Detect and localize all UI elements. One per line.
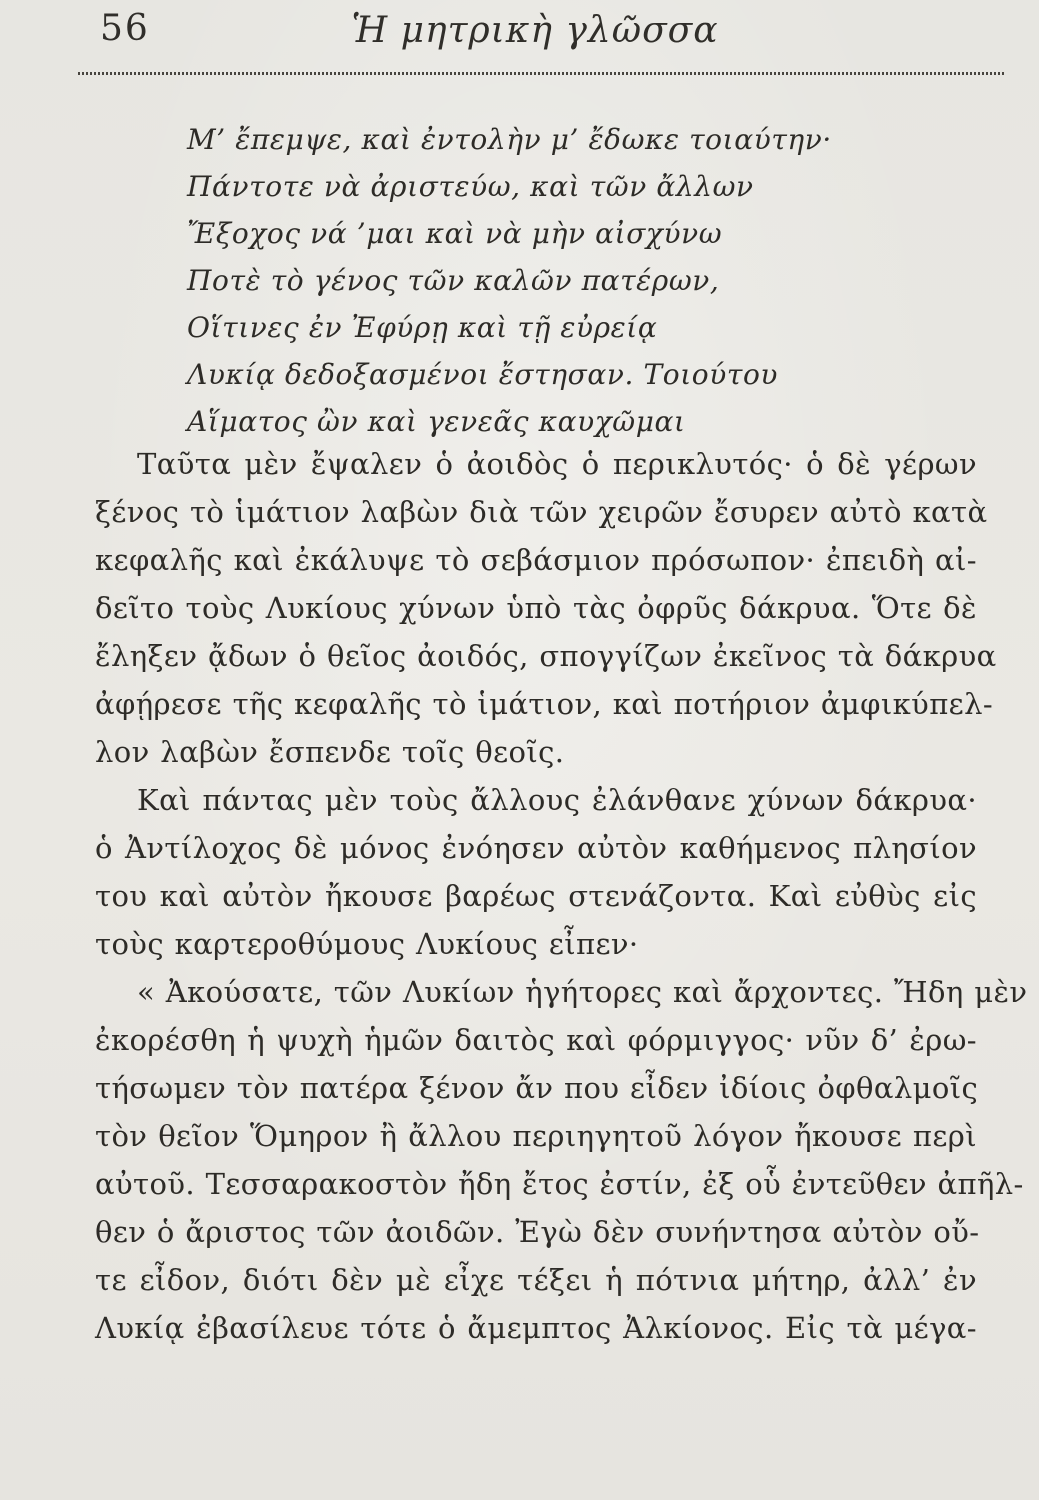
text-line: δεῖτο τοὺς Λυκίους χύνων ὑπὸ τὰς ὀφρῦς δάκρυα. Ὅτε δὲ (95, 591, 977, 625)
text-line: αὐτοῦ. Τεσσαρακοστὸν ἤδη ἔτος ἐστίν, ἐξ οὗ ἐντεῦθεν ἀπῆλ- (95, 1167, 1024, 1201)
paragraph (95, 776, 977, 968)
header-divider-rule (78, 72, 1005, 75)
verse-block (187, 116, 847, 445)
text-line: τε εἶδον, διότι δὲν μὲ εἶχε τέξει ἡ πότνια μήτηρ, ἀλλ’ ἐν (95, 1263, 977, 1297)
text-line: ὁ Ἀντίλοχος δὲ μόνος ἐνόησεν αὐτὸν καθήμενος πλησίον (95, 831, 977, 865)
text-line: ἔληξεν ᾄδων ὁ θεῖος ἀοιδός, σπογγίζων ἐκεῖνος τὰ δάκρυα (95, 639, 997, 673)
text-line: « Ἀκούσατε, τῶν Λυκίων ἡγήτορες καὶ ἄρχοντες. Ἤδη μὲν (137, 975, 1028, 1009)
text-line: Ταῦτα μὲν ἔψαλεν ὁ ἀοιδὸς ὁ περικλυτός· ὁ δὲ γέρων (137, 447, 977, 481)
text-line: τήσωμεν τὸν πατέρα ξένον ἄν που εἶδεν ἰδίοις ὀφθαλμοῖς (95, 1071, 979, 1105)
text-line: ἐκορέσθη ἡ ψυχὴ ἡμῶν δαιτὸς καὶ φόρμιγγος· νῦν δ’ ἐρω- (95, 1023, 977, 1057)
text-line: τὸν θεῖον Ὅμηρον ἢ ἄλλου περιηγητοῦ λόγον ἤκουσε περὶ (95, 1119, 977, 1153)
verse-line: Μ’ ἔπεμψε, καὶ ἐντολὴν μ’ ἔδωκε τοιαύτην· (187, 123, 832, 156)
verse-line: Πάντοτε νὰ ἀριστεύω, καὶ τῶν ἄλλων (187, 170, 754, 203)
page-number: 56 (100, 8, 150, 49)
text-line: ἀφῄρεσε τῆς κεφαλῆς τὸ ἱμάτιον, καὶ ποτήριον ἀμφικύπελ- (95, 687, 994, 721)
text-line: του καὶ αὐτὸν ἤκουσε βαρέως στενάζοντα. Καὶ εὐθὺς εἰς (95, 879, 977, 913)
text-line: ξένος τὸ ἱμάτιον λαβὼν διὰ τῶν χειρῶν ἔσυρεν αὐτὸ κατὰ (95, 495, 988, 529)
paragraph (95, 440, 997, 776)
verse-line: Ἔξοχος νά ’μαι καὶ νὰ μὴν αἰσχύνω (187, 217, 723, 250)
verse-line: Οἵτινες ἐν Ἐφύρῃ καὶ τῇ εὐρείᾳ (187, 311, 658, 344)
running-header-title: Ἡ μητρικὴ γλῶσσα (351, 10, 719, 51)
text-line: τοὺς καρτεροθύμους Λυκίους εἶπεν· (95, 927, 639, 961)
text-line: κεφαλῆς καὶ ἐκάλυψε τὸ σεβάσμιον πρόσωπον· ἐπειδὴ αἰ- (95, 543, 977, 577)
verse-line: Ποτὲ τὸ γένος τῶν καλῶν πατέρων, (187, 264, 720, 297)
text-line: θεν ὁ ἄριστος τῶν ἀοιδῶν. Ἐγὼ δὲν συνήντησα αὐτὸν οὔ- (95, 1215, 980, 1249)
body-text (95, 440, 1028, 1352)
text-line: Λυκίᾳ ἐβασίλευε τότε ὁ ἄμεμπτος Ἀλκίονος. Εἰς τὰ μέγα- (95, 1311, 977, 1345)
text-line: Καὶ πάντας μὲν τοὺς ἄλλους ἐλάνθανε χύνων δάκρυα· (137, 783, 977, 817)
verse-line: Αἵματος ὢν καὶ γενεᾶς καυχῶμαι (187, 405, 686, 438)
text-line: λον λαβὼν ἔσπενδε τοῖς θεοῖς. (95, 735, 565, 769)
paragraph (95, 968, 1028, 1352)
verse-line: Λυκίᾳ δεδοξασμένοι ἔστησαν. Τοιούτου (187, 358, 779, 391)
